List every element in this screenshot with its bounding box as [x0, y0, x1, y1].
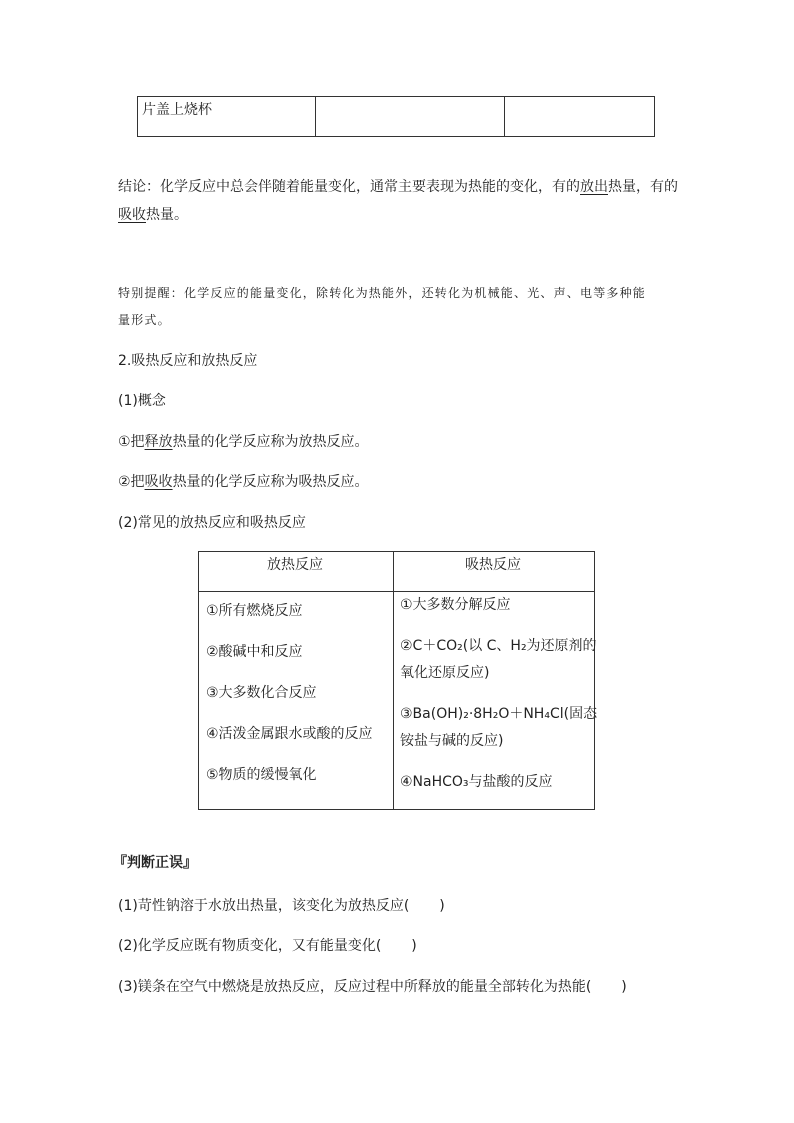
judge-question-2-text: (2)化学反应既有物质变化，又有能量变化( [118, 938, 382, 954]
header-endothermic: 吸热反应 [465, 557, 521, 573]
judge-question-1-text: (1)苛性钠溶于水放出热量，该变化为放热反应( [118, 898, 410, 914]
endothermic-item: 氧化还原反应) [400, 665, 490, 681]
endothermic-item: ①大多数分解反应 [400, 597, 511, 613]
judge-question-1 [118, 895, 445, 915]
endothermic-item: ②C＋CO₂(以 C、H₂为还原剂的 [400, 638, 597, 654]
top-table-cell-1-text: 片盖上烧杯 [142, 102, 212, 118]
conclusion-text-3: 热量。 [146, 207, 188, 223]
conclusion-line-2 [118, 204, 188, 224]
conclusion-text-2: 热量，有的 [608, 179, 678, 195]
top-table-cell-2 [316, 97, 505, 136]
exothermic-item: ③大多数化合反应 [206, 685, 317, 701]
reaction-table-divider [393, 552, 394, 809]
conclusion-underline-absorb: 吸收 [118, 207, 146, 223]
concept-heading: (1)概念 [118, 393, 166, 409]
reaction-table [198, 551, 598, 810]
top-table-cell-3 [505, 97, 654, 136]
conclusion-line-1 [118, 176, 678, 196]
exothermic-item: ④活泼金属跟水或酸的反应 [206, 726, 373, 742]
top-table-cell-1 [138, 97, 316, 136]
conclusion-underline-release: 放出 [580, 179, 608, 195]
conclusion-text: 结论：化学反应中总会伴随着能量变化，通常主要表现为热能的变化，有的 [118, 179, 580, 195]
concept-item-2-pre: ②把 [118, 474, 145, 490]
header-exothermic: 放热反应 [267, 557, 323, 573]
concept-item-2-underline: 吸收 [144, 474, 173, 490]
common-heading: (2)常见的放热反应和吸热反应 [118, 515, 306, 531]
concept-item-1-post: 热量的化学反应称为放热反应。 [172, 434, 369, 450]
special-note-line-2: 量形式。 [118, 313, 171, 327]
exothermic-item: ⑤物质的缓慢氧化 [206, 767, 317, 783]
paren-close: ) [411, 938, 417, 954]
paren-close: ) [621, 979, 627, 995]
concept-item-1 [118, 431, 369, 451]
judge-title: 『判断正误』 [113, 855, 197, 871]
judge-question-3-text: (3)镁条在空气中燃烧是放热反应，反应过程中所释放的能量全部转化为热能( [118, 979, 592, 995]
concept-item-1-pre: ①把 [118, 434, 145, 450]
judge-question-3 [118, 976, 627, 996]
exothermic-item: ②酸碱中和反应 [206, 644, 303, 660]
endothermic-item: 铵盐与碱的反应) [400, 733, 504, 749]
top-table [137, 96, 655, 137]
concept-item-1-underline: 释放 [144, 434, 173, 450]
paren-close: ) [439, 898, 445, 914]
judge-question-2 [118, 935, 417, 955]
endothermic-item: ④NaHCO₃与盐酸的反应 [400, 774, 553, 790]
reaction-table-header [199, 552, 594, 592]
special-note-line-1: 特别提醒：化学反应的能量变化，除转化为热能外，还转化为机械能、光、声、电等多种能 [118, 286, 647, 300]
section-title: 2.吸热反应和放热反应 [118, 353, 258, 369]
concept-item-2-post: 热量的化学反应称为吸热反应。 [172, 474, 369, 490]
concept-item-2 [118, 471, 369, 491]
endothermic-item: ③Ba(OH)₂·8H₂O＋NH₄Cl(固态 [400, 706, 598, 722]
exothermic-item: ①所有燃烧反应 [206, 603, 303, 619]
